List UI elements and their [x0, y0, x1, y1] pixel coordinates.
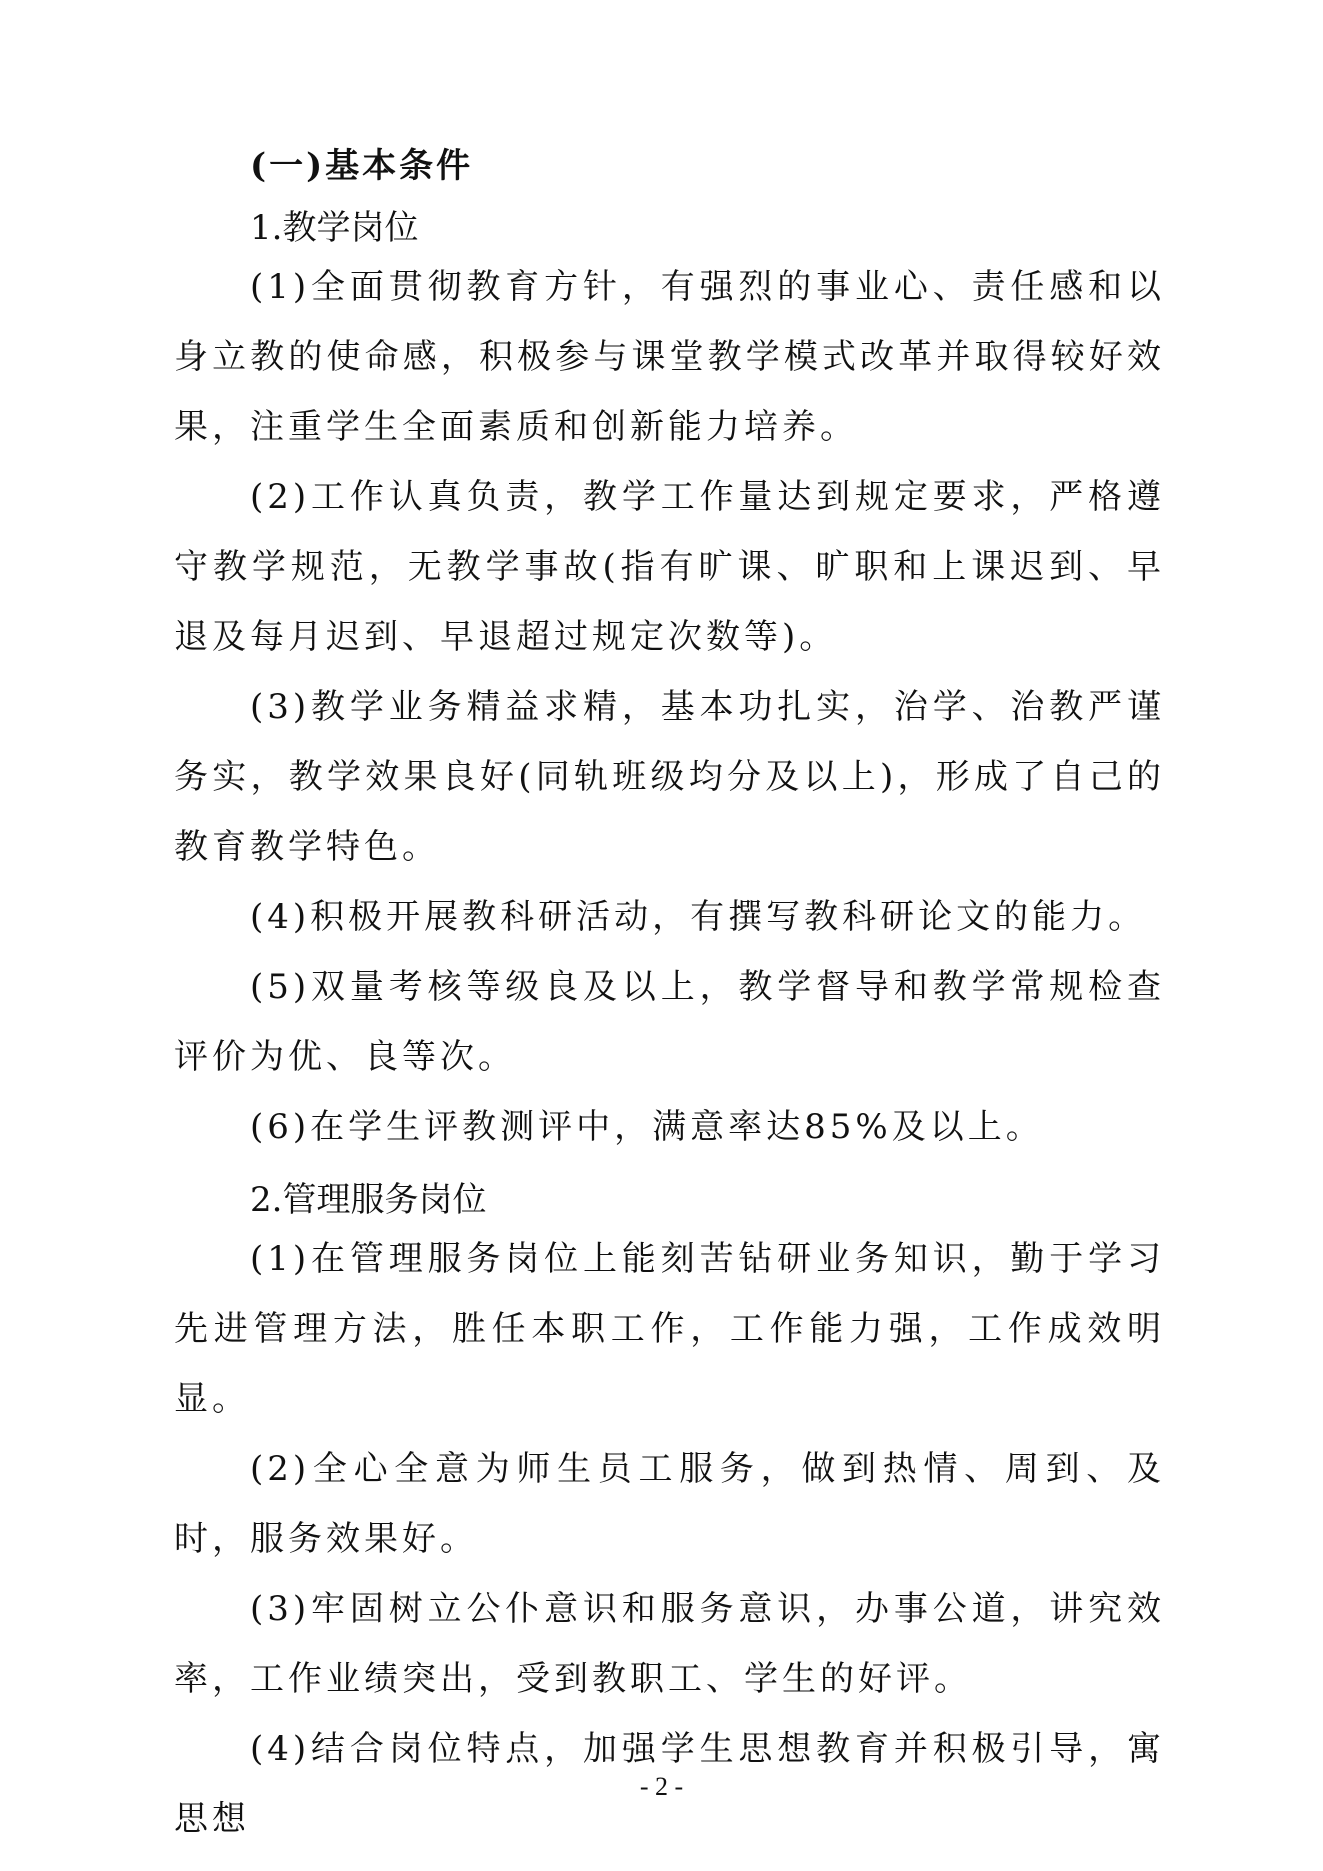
teaching-item-6: (6)在学生评教测评中，满意率达85%及以上。: [250, 1107, 1044, 1147]
management-item-3: (3)牢固树立公仆意识和服务意识，办事公道，讲究效率，工作业绩突出，受到教职工、学生的好评。: [174, 1589, 1165, 1699]
teaching-item-2: (2)工作认真负责，教学工作量达到规定要求，严格遵守教学规范，无教学事故(指有旷课、旷职和上课迟到、早退及每月迟到、早退超过规定次数等)。: [174, 477, 1165, 657]
management-post-title: 2.管理服务岗位: [250, 1180, 487, 1220]
page-number: - 2 -: [639, 1772, 684, 1801]
teaching-item-5: (5)双量考核等级良及以上，教学督导和教学常规检查评价为优、良等次。: [174, 967, 1165, 1077]
section-heading: (一)基本条件: [250, 146, 474, 186]
management-item-2: (2)全心全意为师生员工服务，做到热情、周到、及时，服务效果好。: [174, 1449, 1165, 1559]
teaching-item-4: (4)积极开展教科研活动，有撰写教科研论文的能力。: [250, 897, 1147, 937]
management-item-1: (1)在管理服务岗位上能刻苦钻研业务知识，勤于学习先进管理方法，胜任本职工作，工作能力强，工作成效明显。: [174, 1239, 1165, 1419]
teaching-post-title: 1.教学岗位: [250, 208, 419, 248]
teaching-item-1: (1)全面贯彻教育方针，有强烈的事业心、责任感和以身立教的使命感，积极参与课堂教学模式改革并取得较好效果，注重学生全面素质和创新能力培养。: [174, 267, 1165, 447]
teaching-item-3: (3)教学业务精益求精，基本功扎实，治学、治教严谨务实，教学效果良好(同轨班级均分及以上)，形成了自己的教育教学特色。: [174, 687, 1165, 867]
management-item-4: (4)结合岗位特点，加强学生思想教育并积极引导，寓思想: [174, 1729, 1165, 1839]
